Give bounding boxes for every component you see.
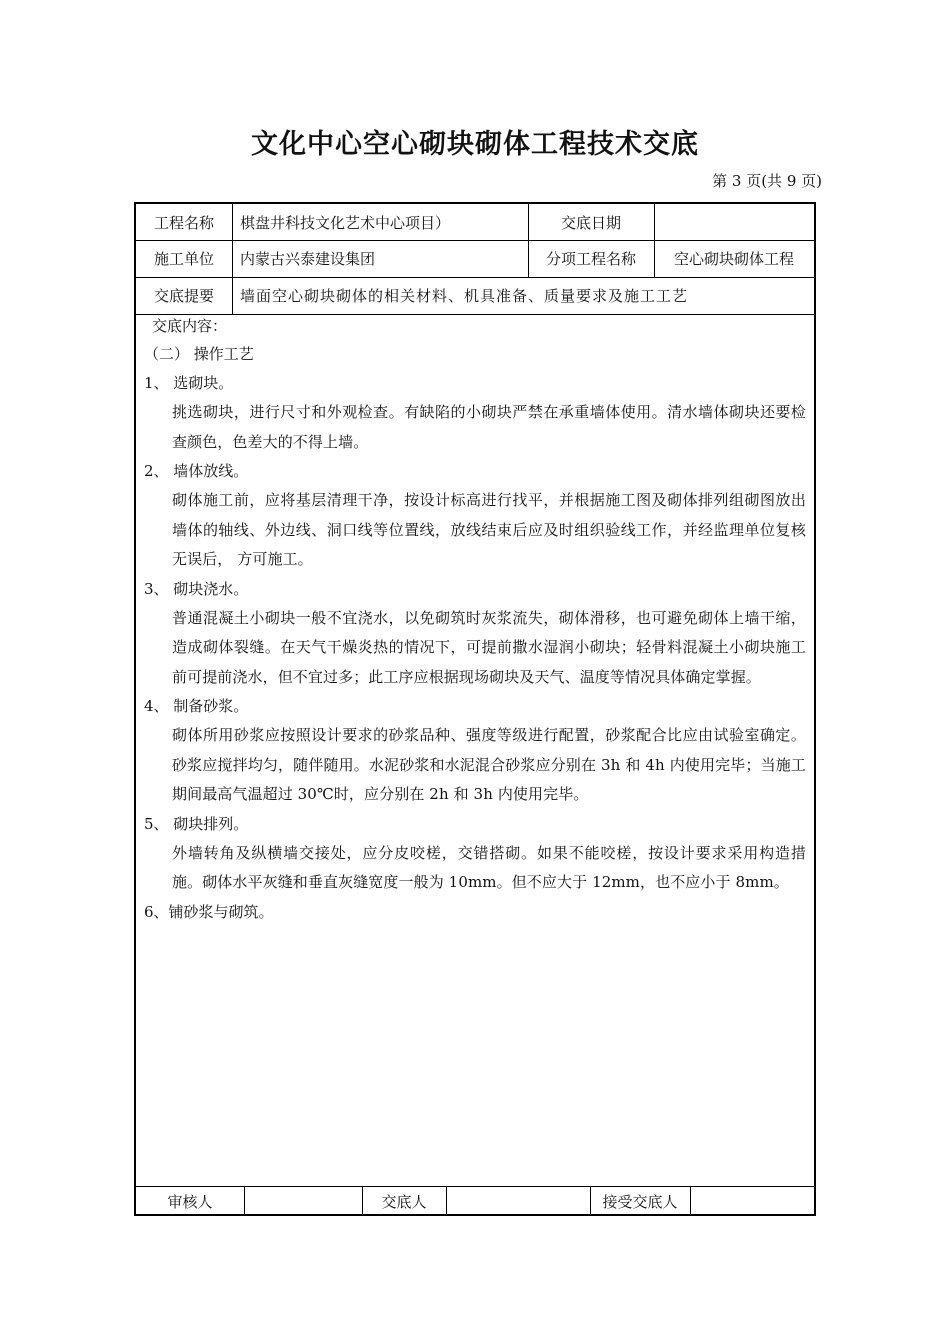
reviewer-label: 审核人 (167, 1192, 213, 1211)
list-item (144, 369, 806, 457)
list-item (144, 692, 806, 810)
list-item (144, 457, 806, 575)
item-title: 1、 选砌块。 (144, 374, 234, 392)
discloser-label: 交底人 (381, 1192, 427, 1211)
disclosure-form (134, 202, 816, 1216)
column-divider (244, 1186, 245, 1216)
item-title: 6、铺砂浆与砌筑。 (144, 902, 274, 921)
sub-project-value: 空心砌块砌体工程 (673, 250, 794, 268)
item-title: 5、 砌块排列。 (144, 814, 249, 833)
column-divider (446, 1186, 447, 1216)
row-divider (136, 314, 814, 315)
item-title: 3、 砌块浇水。 (144, 579, 249, 598)
disclosure-date-label: 交底日期 (560, 213, 621, 232)
column-divider (232, 204, 233, 314)
item-paragraph: 砌体所用砂浆应按照设计要求的砂浆品种、强度等级进行配置，砂浆配合比应由试验室确定。砂浆应搅拌均匀，随伴随用。水泥砂浆和水泥混合砂浆应分别在 3h 和 4h 内使用完毕；当施工期间最高气温超过 30℃时，应分别在 2h 和 3h 内使用完毕。 (172, 726, 806, 803)
document-title: 文化中心空心砌块砌体工程技术交底 (251, 129, 699, 160)
column-divider (690, 1186, 691, 1216)
list-item (144, 575, 806, 693)
summary-label: 交底提要 (153, 287, 214, 305)
summary-value: 墙面空心砌块砌体的相关材料、机具准备、质量要求及施工工艺 (240, 287, 689, 305)
item-paragraph: 普通混凝土小砌块一般不宜浇水，以免砌筑时灰浆流失，砌体滑移，也可避免砌体上墙干缩，造成砌体裂缝。在天气干燥炎热的情况下，可提前撒水湿润小砌块；轻骨料混凝土小砌块施工前可提前浇水，但不宜过多；此工序应根据现场砌块及天气、温度等情况具体确定掌握。 (172, 608, 806, 686)
item-paragraph: 挑选砌块，进行尺寸和外观检查。有缺陷的小砌块严禁在承重墙体使用。清水墙体砌块还要检查颜色，色差大的不得上墙。 (172, 403, 806, 451)
sub-project-label: 分项工程名称 (545, 250, 636, 268)
item-title: 2、 墙体放线。 (144, 462, 249, 480)
construction-unit-value: 内蒙古兴泰建设集团 (240, 250, 376, 268)
project-name-label: 工程名称 (153, 213, 214, 232)
construction-unit-label: 施工单位 (153, 250, 214, 268)
item-paragraph: 外墙转角及纵横墙交接处，应分皮咬槎，交错搭砌。如果不能咬槎，按设计要求采用构造措施。砌体水平灰缝和垂直灰缝宽度一般为 10mm。但不应大于 12mm，也不应小于 8mm。 (172, 843, 806, 891)
page-number: 第 3 页(共 9 页) (712, 172, 822, 190)
receiver-label: 接受交底人 (602, 1192, 678, 1211)
content-heading: 交底内容： (152, 317, 228, 335)
section-heading: （二） 操作工艺 (144, 345, 254, 363)
disclosure-content (144, 316, 806, 927)
item-paragraph: 砌体施工前，应将基层清理干净，按设计标高进行找平，并根据施工图及砌体排列组砌图放出墙体的轴线、外边线、洞口线等位置线，放线结束后应及时组织验线工作，并经监理单位复核无误后， 方可施工。 (172, 491, 806, 568)
item-title: 4、 制备砂浆。 (144, 697, 249, 715)
list-item (144, 810, 806, 898)
project-name-value: 棋盘井科技文化艺术中心项目） (240, 213, 451, 232)
list-item (144, 898, 806, 927)
